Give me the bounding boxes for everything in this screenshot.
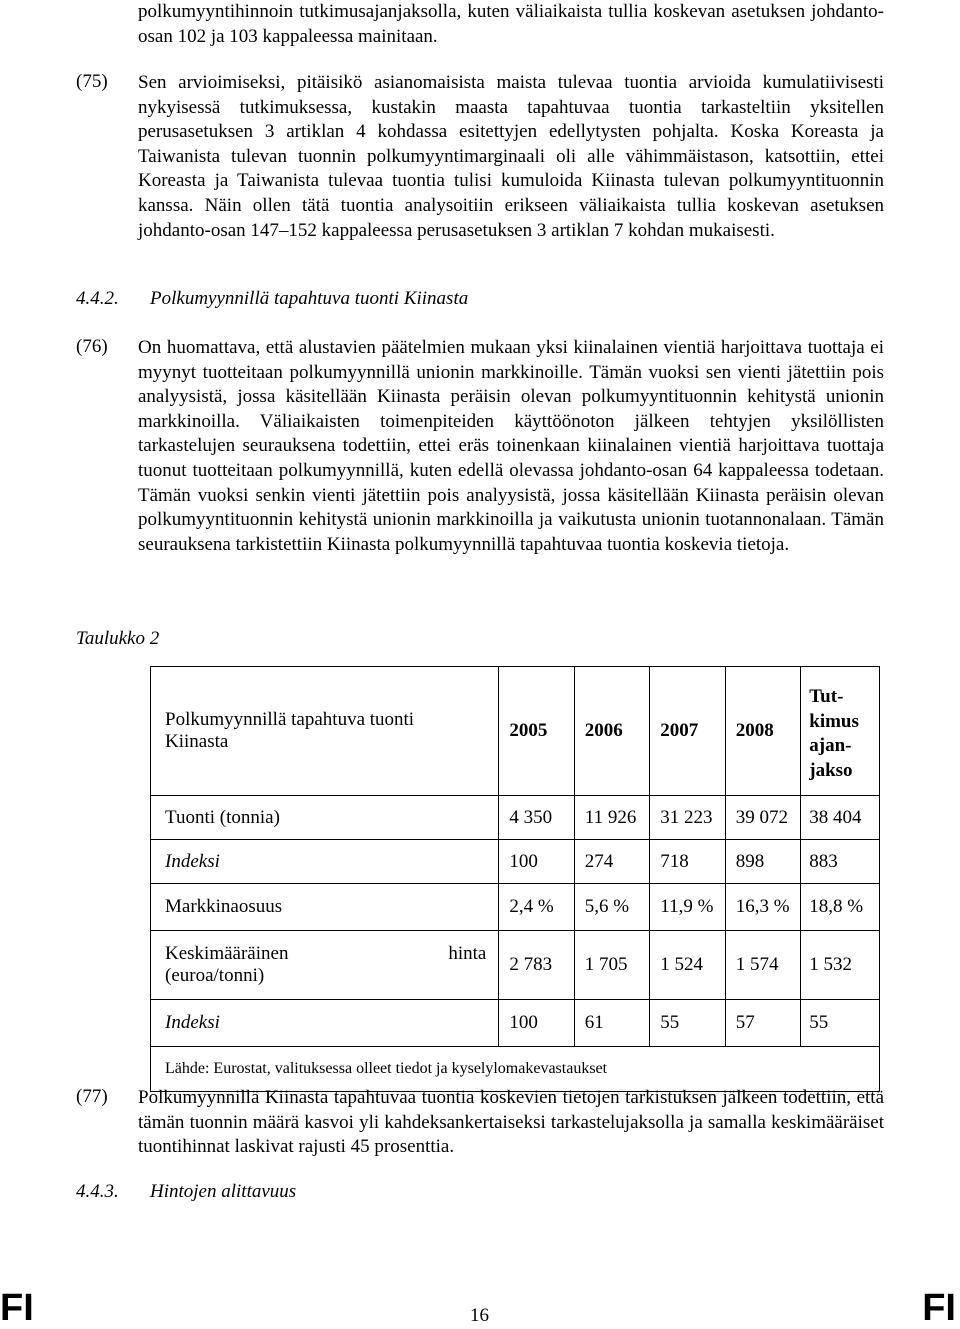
cell-value: 38 404 — [801, 796, 880, 840]
cell-value: 2 783 — [499, 931, 574, 1000]
paragraph-number-75: (75) — [76, 71, 108, 92]
cell-value: 2,4 % — [499, 884, 574, 931]
paragraph-76: On huomattava, että alustavien päätelmien mukaan yksi kiinalainen vientiä harjoittava tuottaja ei myynyt tuotteitaan polkumyynnillä unionin markkinoille. Tämän vuoksi sen vienti jätettiin pois analyysistä, jossa käsitellään Kiinasta peräisin olevan polkumyyntituonnin kehitystä unionin markkinoilla. Väliaikaisten toimenpiteiden käyttöönoton jälkeen tehtyjen yksilöllisten tarkastelujen seurauksena todettiin, ettei eräs toinenkaan kiinalainen vientiä harjoittava tuottaja tuonut tuotteitaan polkumyynnillä, kuten edellä olevassa johdanto-osan 64 kappaleessa todetaan. Tämän vuoksi senkin vienti jätettiin pois analyysistä, jossa käsitellään Kiinasta peräisin olevan polkumyyntituonnin kehitystä unionin markkinoilla ja vaikutusta unionin tuotannonalaan. Tämän seurauksena tarkistettiin Kiinasta polkumyynnillä tapahtuvaa tuontia koskevia tietoja. — [138, 337, 884, 555]
cell-value: 16,3 % — [725, 884, 800, 931]
row-label-part: Keskimääräinen — [165, 943, 289, 964]
cell-value: 55 — [801, 1000, 880, 1047]
cell-value: 1 574 — [725, 931, 800, 1000]
paragraph-number-76: (76) — [76, 336, 108, 357]
header-ip-line: jakso — [809, 759, 853, 781]
table-row — [151, 840, 880, 884]
cell-value: 883 — [801, 840, 880, 884]
import-data-table — [150, 666, 880, 1092]
cell-value: 11 926 — [574, 796, 649, 840]
row-label: Indeksi — [151, 1000, 499, 1047]
row-label: Tuonti (tonnia) — [151, 796, 499, 840]
section-number: 4.4.3. — [76, 1181, 119, 1202]
section-heading-4-4-3 — [76, 1181, 296, 1203]
cell-value: 18,8 % — [801, 884, 880, 931]
cell-value: 11,9 % — [650, 884, 725, 931]
row-label: Indeksi — [151, 840, 499, 884]
row-label-line-2: (euroa/tonni) — [165, 965, 265, 986]
table-row — [151, 931, 880, 1000]
header-year-2007: 2007 — [650, 667, 725, 796]
section-title: Hintojen alittavuus — [150, 1181, 297, 1202]
table-source-note: Lähde: Eurostat, valituksessa olleet tiedot ja kyselylomakevastaukset — [151, 1047, 880, 1092]
cell-value: 4 350 — [499, 796, 574, 840]
row-label: Markkinaosuus — [151, 884, 499, 931]
header-investigation-period — [801, 667, 880, 796]
section-title: Polkumyynnillä tapahtuva tuonti Kiinasta — [150, 288, 469, 309]
header-year-2006: 2006 — [574, 667, 649, 796]
cell-value: 1 532 — [801, 931, 880, 1000]
table-source-row — [151, 1047, 880, 1092]
table-caption: Taulukko 2 — [76, 628, 160, 649]
cell-value: 31 223 — [650, 796, 725, 840]
cell-value: 1 524 — [650, 931, 725, 1000]
header-label-line-2: Kiinasta — [165, 731, 229, 752]
cell-value: 57 — [725, 1000, 800, 1047]
table-row — [151, 884, 880, 931]
header-label-cell — [151, 667, 499, 796]
cell-value: 39 072 — [725, 796, 800, 840]
intro-paragraph: polkumyyntihinnoin tutkimusajanjaksolla, kuten väliaikaista tullia koskevan asetuksen johdanto-osan 102 ja 103 kappaleessa mainitaan. — [138, 1, 884, 47]
cell-value: 898 — [725, 840, 800, 884]
section-heading-4-4-2 — [76, 288, 468, 310]
cell-value: 55 — [650, 1000, 725, 1047]
cell-value: 274 — [574, 840, 649, 884]
footer-language-left: FI — [0, 1287, 34, 1329]
header-ip-line: kimus — [809, 710, 859, 732]
header-ip-line: ajan- — [809, 735, 852, 756]
page-number: 16 — [470, 1305, 489, 1326]
header-label-part1: Polkumyynnillä tapahtuva tuonti — [165, 709, 415, 730]
table-header-row — [151, 667, 880, 796]
row-label — [151, 931, 499, 1000]
header-year-2005: 2005 — [499, 667, 574, 796]
footer-language-right: FI — [922, 1287, 956, 1329]
header-ip-line: Tut- — [809, 686, 844, 707]
cell-value: 100 — [499, 840, 574, 884]
table-row — [151, 796, 880, 840]
paragraph-77: Polkumyynnillä Kiinasta tapahtuvaa tuontia koskevien tietojen tarkistuksen jälkeen todettiin, että tämän tuonnin määrä kasvoi yli kahdeksankertaiseksi tarkastelujaksolla ja samalla keskimääräiset tuontihinnat laskivat rajusti 45 prosenttia. — [138, 1087, 884, 1158]
cell-value: 100 — [499, 1000, 574, 1047]
cell-value: 5,6 % — [574, 884, 649, 931]
table-row — [151, 1000, 880, 1047]
section-number: 4.4.2. — [76, 288, 119, 309]
header-year-2008: 2008 — [725, 667, 800, 796]
cell-value: 1 705 — [574, 931, 649, 1000]
row-label-part: hinta — [448, 943, 487, 964]
paragraph-number-77: (77) — [76, 1086, 108, 1107]
paragraph-75: Sen arvioimiseksi, pitäisikö asianomaisista maista tulevaa tuontia arvioida kumulatiivisesti nykyisessä tutkimuksessa, kustakin maasta tapahtuvaa tuontia tarkasteltiin yksitellen perusasetuksen 3 artiklan 4 kohdassa esitettyjen edellytysten pohjalta. Koska Koreasta ja Taiwanista tulevan tuonnin polkumyyntimarginaali oli alle vähimmäistason, katsottiin, ettei Koreasta ja Taiwanista tulevaa tuontia tulisi kumuloida Kiinasta tulevan polkumyyntituonnin kanssa. Näin ollen tätä tuontia analysoitiin erikseen väliaikaista tullia koskevan asetuksen johdanto-osan 147–152 kappaleessa perusasetuksen 3 artiklan 7 kohdan mukaisesti. — [138, 72, 884, 241]
row-label-line-1 — [165, 943, 486, 965]
header-label-line-1 — [165, 709, 486, 731]
cell-value: 61 — [574, 1000, 649, 1047]
cell-value: 718 — [650, 840, 725, 884]
